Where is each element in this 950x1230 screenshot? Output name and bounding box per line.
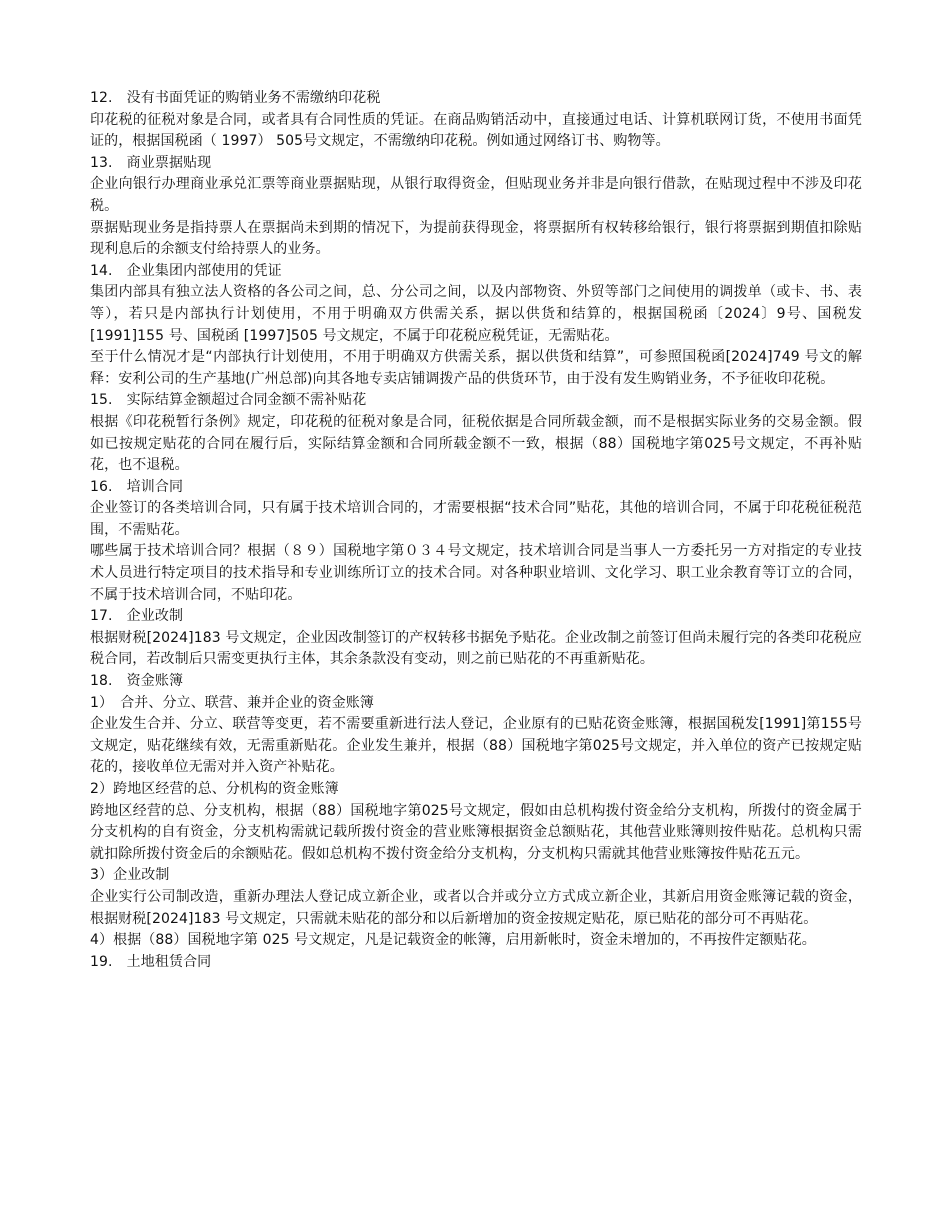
paragraph: 企业向银行办理商业承兑汇票等商业票据贴现，从银行取得资金，但贴现业务并非是向银行借款，在贴现过程中不涉及印花税。 (90, 176, 862, 214)
paragraph: 企业签订的各类培训合同，只有属于技术培训合同的，才需要根据“技术合同”贴花，其他的培训合同，不属于印花税征税范围，不需贴花。 (90, 500, 862, 538)
paragraph: 集团内部具有独立法人资格的各公司之间，总、分公司之间，以及内部物资、外贸等部门之间使用的调拨单（或卡、书、表等），若只是内部执行计划使用，不用于明确双方供需关系，据以供货和结算的，根据国税函〔2024〕9号、国税发 [1991]155 号、国税函 [1997]505 号文规定，不属于印花税应税凭证，无需贴花。 (90, 284, 867, 344)
heading-18: 18. 资金账簿 (90, 673, 184, 690)
heading-15: 15. 实际结算金额超过合同金额不需补贴花 (90, 392, 367, 409)
subheading: 3）企业改制 (90, 867, 170, 884)
paragraph: 跨地区经营的总、分支机构，根据（88）国税地字第025号文规定，假如由总机构拨付资金给分支机构，所拨付的资金属于分支机构的自有资金，分支机构需就记载所拨付资金的营业账簿根据资金总额贴花，其他营业账簿则按件贴花。总机构只需就扣除所拨付资金后的余额贴花。假如总机构不拨付资金给分支机构，分支机构只需就其他营业账簿按件贴花五元。 (90, 802, 862, 862)
subheading: 2）跨地区经营的总、分机构的资金账簿 (90, 781, 339, 797)
paragraph: 哪些属于技术培训合同？根据（８９）国税地字第０３４号文规定，技术培训合同是当事人一方委托另一方对指定的专业技术人员进行特定项目的技术指导和专业训练所订立的技术合同。对各种职业培训、文化学习、职工业余教育等订立的合同，不属于技术培训合同，不贴印花。 (90, 543, 862, 603)
paragraph: 根据财税[2024]183 号文规定，企业因改制签订的产权转移书据免予贴花。企业改制之前签订但尚未履行完的各类印花税应税合同，若改制后只需变更执行主体，其余条款没有变动，则之前已贴花的不再重新贴花。 (90, 629, 862, 668)
paragraph: 根据《印花税暂行条例》规定，印花税的征税对象是合同，征税依据是合同所载金额，而不是根据实际业务的交易金额。假如已按规定贴花的合同在履行后，实际结算金额和合同所载金额不一致，根据（88）国税地字第025号文规定，不再补贴花，也不退税。 (90, 413, 862, 474)
document-page (90, 88, 867, 973)
heading-17: 17. 企业改制 (90, 608, 184, 625)
subheading: 1） 合并、分立、联营、兼并企业的资金账簿 (90, 694, 375, 711)
heading-14: 14. 企业集团内部使用的凭证 (90, 262, 282, 279)
heading-19: 19. 土地租赁合同 (90, 953, 212, 970)
paragraph: 至于什么情况才是“内部执行计划使用，不用于明确双方供需关系，据以供货和结算”，可参照国税函[2024]749 号文的解释：安利公司的生产基地(广州总部)向其各地专卖店铺调拨产品的供货环节，由于没有发生购销业务，不予征收印花税。 (90, 349, 862, 387)
paragraph: 印花税的征税对象是合同，或者具有合同性质的凭证。在商品购销活动中，直接通过电话、计算机联网订货，不使用书面凭证的，根据国税函（ 1997） 505号文规定，不需缴纳印花税。例如通过网络订书、购物等。 (90, 111, 862, 150)
paragraph: 企业实行公司制改造，重新办理法人登记成立新企业，或者以合并或分立方式成立新企业，其新启用资金账簿记载的资金，根据财税[2024]183 号文规定，只需就未贴花的部分和以后新增加的资金按规定贴花，原已贴花的部分可不再贴花。 (90, 888, 862, 927)
paragraph: 票据贴现业务是指持票人在票据尚未到期的情况下，为提前获得现金，将票据所有权转移给银行，银行将票据到期值扣除贴现利息后的余额支付给持票人的业务。 (90, 219, 862, 258)
heading-16: 16. 培训合同 (90, 478, 184, 495)
heading-12: 12. 没有书面凭证的购销业务不需缴纳印花税 (90, 90, 381, 106)
heading-13: 13. 商业票据贴现 (90, 154, 212, 171)
paragraph: 企业发生合并、分立、联营等变更，若不需要重新进行法人登记，企业原有的已贴花资金账簿，根据国税发[1991]第155号文规定，贴花继续有效，无需重新贴花。企业发生兼并，根据（88）国税地字第025号文规定，并入单位的资产已按规定贴花的，接收单位无需对并入资产补贴花。 (90, 716, 862, 776)
paragraph: 4）根据（88）国税地字第 025 号文规定，凡是记载资金的帐簿，启用新帐时，资金未增加的，不再按件定额贴花。 (90, 932, 816, 949)
